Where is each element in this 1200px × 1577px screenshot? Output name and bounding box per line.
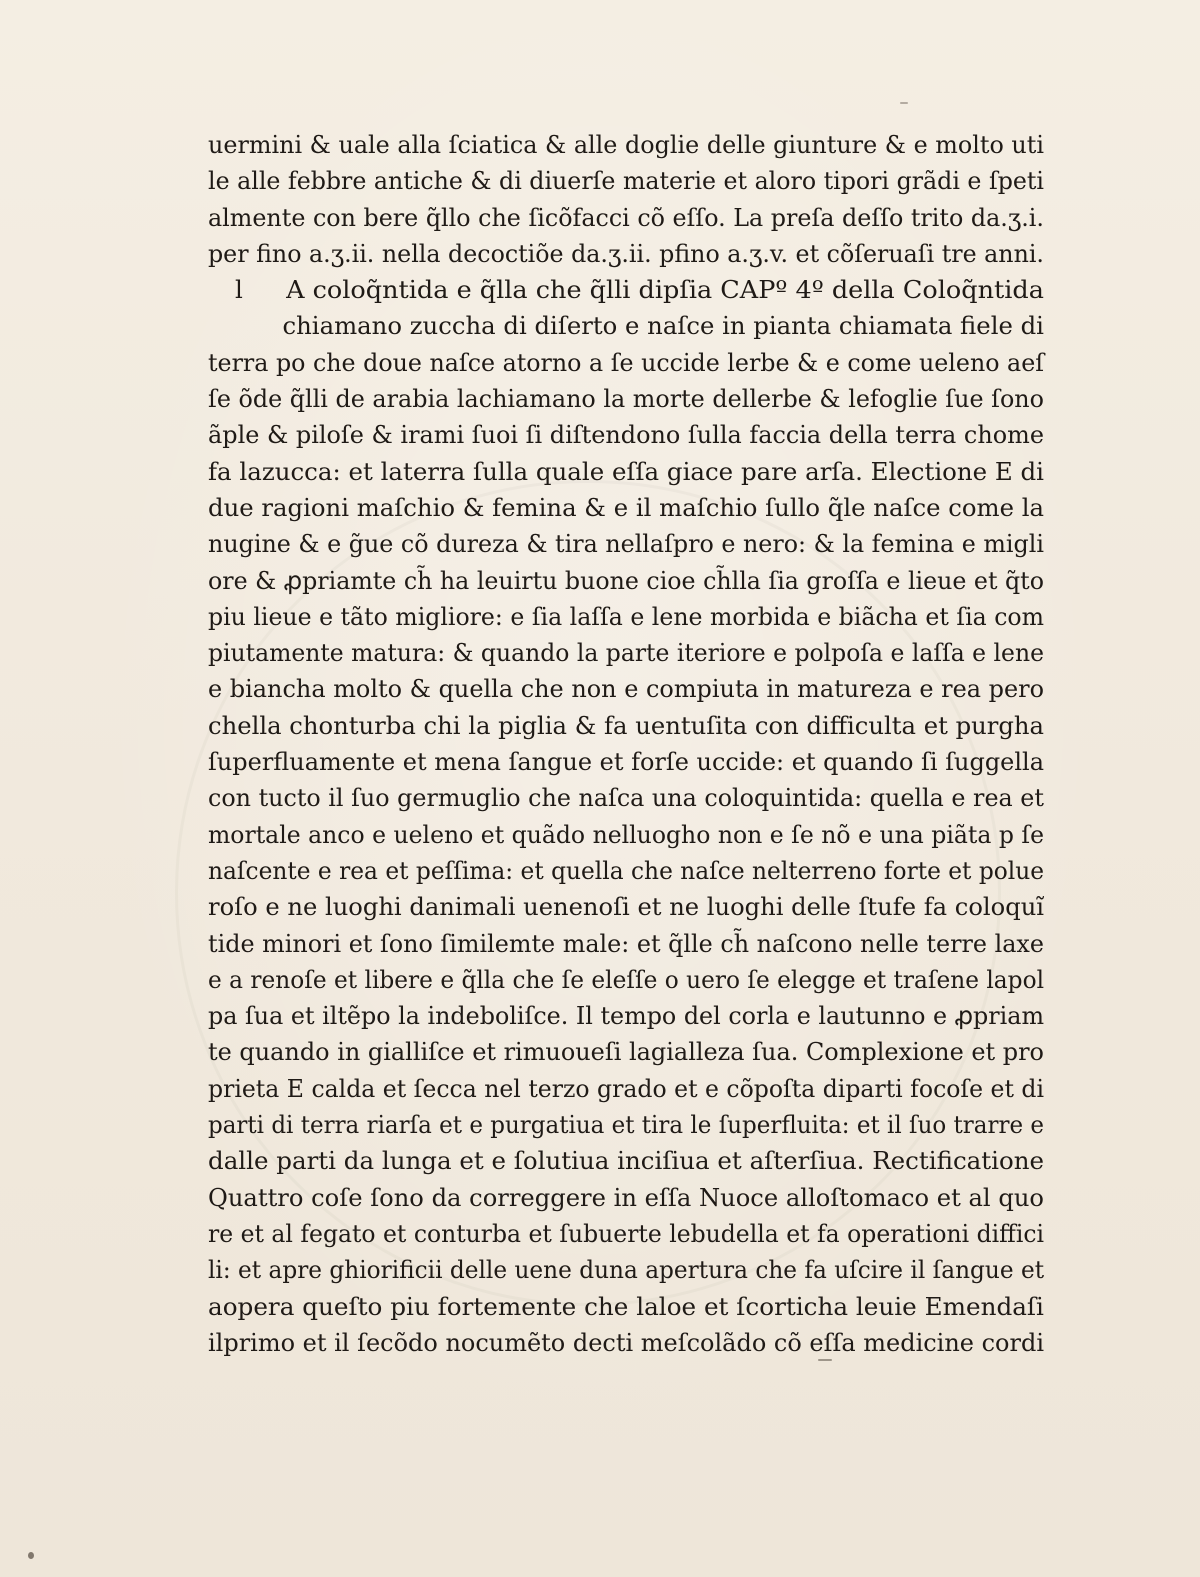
text-line: naſcente e rea et peſſima: et quella che naſce nelterreno forte et polue [208, 855, 1045, 885]
text-line: tide minori et ſono ſimilemte male: et q̃lle ch̃ naſcono nelle terre laxe [208, 928, 1044, 958]
text-line: uermini & uale alla ſciatica & alle doglie delle giunture & e molto uti [208, 130, 1044, 159]
text-line: nugine & e g̃ue cõ dureza & tira nellaſpro e nero: & la femina e migli [208, 529, 1044, 559]
text-line: due ragioni maſchio & femina & e il maſchio ſullo q̃le naſce come la [208, 492, 1045, 522]
text-line: ſe õde q̃lli de arabia lachiamano la morte dellerbe & lefoglie ſue ſono [208, 384, 1044, 414]
chapter-heading-line: l A coloq̃ntida e q̃lla che q̃lli dipſia CAPº 4º della Coloq̃ntida [208, 272, 1048, 308]
text-line: piutamente matura: & quando la parte iteriore e polpoſa e laſſa e lene [208, 638, 1044, 668]
text-line: e biancha molto & quella che non e compiuta in matureza e rea pero [208, 674, 1045, 704]
text-line: re et al fegato et conturba et ſubuerte lebudella et fa operationi diffici [208, 1218, 1045, 1248]
text-line: per fino a.ʒ.ii. nella decoctiõe da.ʒ.ii. pfino a.ʒ.v. et cõſeruaſi tre anni. [208, 238, 1044, 268]
text-line: te quando in gialliſce et rimuoueſi lagialleza ſua. Complexione et pro [208, 1037, 1044, 1067]
text-line: roſo e ne luoghi danimali uenenoſi et ne luoghi delle ſtufe fa coloquĩ [208, 892, 1045, 922]
text-line: le alle febbre antiche & di diuerſe materie et aloro tipori grãdi e ſpeti [208, 166, 1045, 196]
text-line: ore & ꝓpriamte ch̃ ha leuirtu buone cioe ch̃lla ſia groſſa e lieue et q̃to [208, 565, 1044, 595]
text-line: parti di terra riarſa et e purgatiua et tira le ſuperfluita: et il ſuo trarre e [208, 1110, 1045, 1140]
text-line: prieta E calda et ſecca nel terzo grado et e cõpoſta diparti focoſe et di [208, 1073, 1045, 1103]
text-line: dalle parti da lunga et e ſolutiua inciſiua et aſterſiua. Rectificatione [208, 1146, 1045, 1176]
initial-guide-letter: l [235, 275, 243, 305]
text-line: ilprimo et il ſecõdo nocumẽto decti meſcolãdo cõ eſſa medicine cordi [208, 1327, 1044, 1357]
text-line: terra po che doue naſce atorno a ſe uccide lerbe & e come ueleno aeſ [208, 347, 1045, 377]
text-line: pa ſua et iltẽpo la indeboliſce. Il tempo del corla e lautunno e ꝓpriam [208, 1001, 1045, 1031]
text-line: Quattro coſe ſono da correggere in eſſa Nuoce alloſtomaco et al quo [208, 1182, 1044, 1212]
text-line: aopera queſto piu fortemente che laloe et ſcorticha leuie Emendaſi [208, 1291, 1044, 1321]
text-line: ãple & piloſe & irami ſuoi ſi diſtendono ſulla faccia della terra chome [208, 420, 1044, 450]
text-line: li: et apre ghiorificii delle uene duna apertura che fa uſcire il ſangue et [208, 1255, 1045, 1285]
text-line: piu lieue e tãto migliore: e ſia laſſa e lene morbida e biãcha et ſia com [208, 601, 1045, 631]
ink-speck [818, 1359, 832, 1361]
text-line: mortale anco e ueleno et quãdo nelluogho non e ſe nõ e una piãta p ſe [208, 819, 1044, 849]
text-line: fa lazucca: et laterra ſulla quale eſſa giace pare arſa. Electione E di [208, 456, 1045, 486]
text-line: chiamano zuccha di diſerto e naſce in pianta chiamata fiele di [282, 311, 1044, 341]
text-line: e a renoſe et libere e q̃lla che ſe eleſſe o uero ſe elegge et traſene lapol [208, 964, 1045, 994]
text-line: almente con bere q̃llo che ſicõfacci cõ eſſo. La preſa deſſo trito da.ʒ.i. [208, 202, 1044, 232]
text-column [208, 127, 1048, 1361]
text-line: chella chonturba chi la piglia & fa uentuſita con difficulta et purgha [208, 710, 1045, 740]
ink-speck [28, 1552, 34, 1559]
text-line: ſuperfluamente et mena ſangue et forſe uccide: et quando ſi ſuggella [208, 747, 1045, 777]
text-line: con tucto il ſuo germuglio che naſca una coloquintida: quella e rea et [208, 783, 1044, 813]
ink-speck [900, 102, 908, 104]
